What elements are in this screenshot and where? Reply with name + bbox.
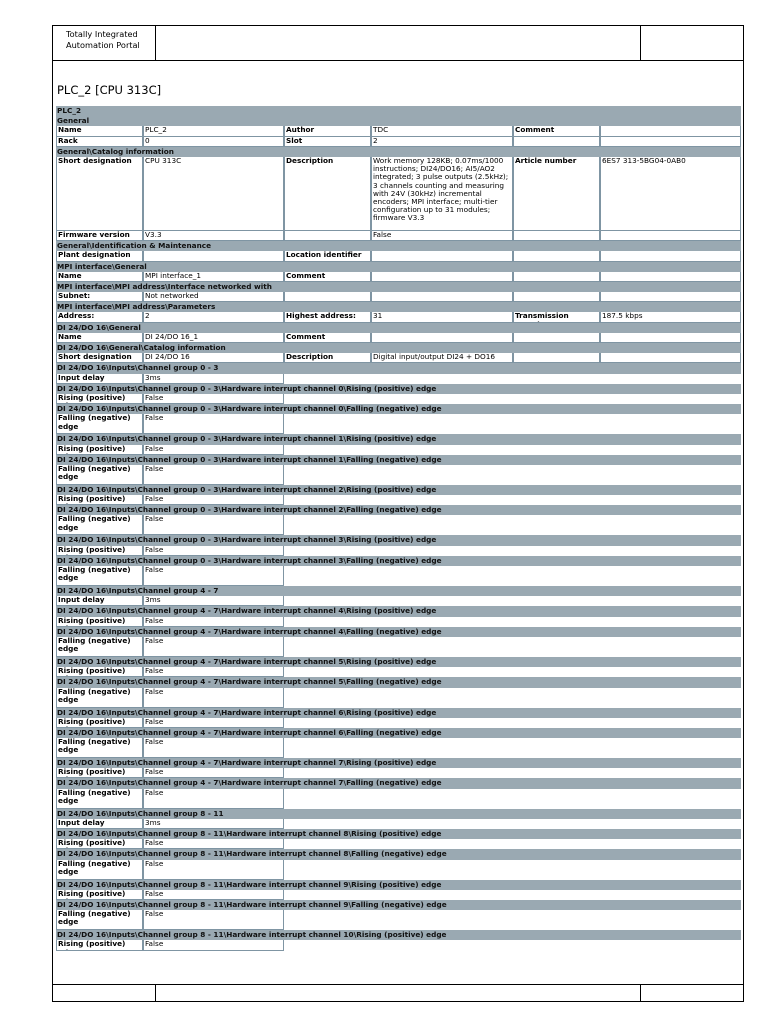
property-row (56, 495, 741, 505)
property-row (56, 394, 741, 404)
property-label: Rising (positive) (56, 546, 143, 556)
property-label (513, 272, 600, 282)
property-value: TDC (371, 126, 513, 136)
property-value: CPU 313C (143, 157, 284, 231)
section-header: PLC_2 (56, 106, 741, 116)
section-header: DI 24/DO 16\Inputs\Channel group 0 - 3\Hardware interrupt channel 1\Rising (positive) edge (56, 434, 741, 444)
property-label: Falling (negative) edge (56, 910, 143, 930)
property-row (56, 596, 741, 606)
property-label: Rising (positive) (56, 940, 143, 950)
property-value: False (143, 465, 284, 485)
property-value (600, 251, 741, 261)
property-row (56, 333, 741, 343)
property-row (56, 251, 741, 261)
property-value: False (143, 445, 284, 455)
section-header: DI 24/DO 16\Inputs\Channel group 8 - 11 (56, 809, 741, 819)
property-row (56, 860, 741, 880)
property-value: False (143, 617, 284, 627)
property-value: False (143, 414, 284, 434)
property-label: Rising (positive) (56, 667, 143, 677)
property-row (56, 414, 741, 434)
property-label: Rising (positive) (56, 394, 143, 404)
property-value (371, 333, 513, 343)
property-row (56, 819, 741, 829)
property-value: Work memory 128KB; 0.07ms/1000 instructions; DI24/DO16; AI5/AO2 integrated; 3 pulse outputs (2.5kHz); 3 channels counting and measuring with 24V (30kHz) incremental encoders; MPI interface; multi-tier configuration up to 31 modules; firmware V3.3 (371, 157, 513, 231)
property-label: Falling (negative) edge (56, 515, 143, 535)
property-label: Rising (positive) (56, 839, 143, 849)
section-header: DI 24/DO 16\Inputs\Channel group 4 - 7\Hardware interrupt channel 7\Rising (positive) edge (56, 758, 741, 768)
property-value: 187.5 kbps (600, 312, 741, 322)
property-row (56, 718, 741, 728)
property-value (600, 272, 741, 282)
property-value (600, 126, 741, 136)
property-label (513, 231, 600, 241)
page-header (53, 26, 743, 61)
section-header: DI 24/DO 16\Inputs\Channel group 4 - 7\Hardware interrupt channel 6\Falling (negative) edge (56, 728, 741, 738)
portal-name: Totally Integrated Automation Portal (53, 26, 156, 60)
property-label (284, 231, 371, 241)
section-header: DI 24/DO 16\Inputs\Channel group 4 - 7\Hardware interrupt channel 7\Falling (negative) edge (56, 778, 741, 788)
property-label (513, 333, 600, 343)
property-row (56, 738, 741, 758)
property-value (371, 272, 513, 282)
property-label: Highest address: (284, 312, 371, 322)
property-label: Comment (513, 126, 600, 136)
section-header: DI 24/DO 16\Inputs\Channel group 0 - 3\Hardware interrupt channel 3\Falling (negative) edge (56, 556, 741, 566)
property-row (56, 617, 741, 627)
section-header: DI 24/DO 16\Inputs\Channel group 0 - 3\Hardware interrupt channel 2\Falling (negative) edge (56, 505, 741, 515)
page-title: PLC_2 [CPU 313C] (57, 83, 162, 97)
property-row (56, 910, 741, 930)
property-row (56, 667, 741, 677)
property-value: DI 24/DO 16_1 (143, 333, 284, 343)
property-label: Article number (513, 157, 600, 231)
property-value: 31 (371, 312, 513, 322)
property-value: DI 24/DO 16 (143, 353, 284, 363)
property-label: Input delay (56, 374, 143, 384)
property-value: PLC_2 (143, 126, 284, 136)
property-value (143, 251, 284, 261)
property-label: Rising (positive) (56, 445, 143, 455)
property-value (600, 333, 741, 343)
property-label: Comment (284, 272, 371, 282)
property-label: Input delay (56, 596, 143, 606)
property-row (56, 157, 741, 231)
property-value: False (143, 738, 284, 758)
property-value: Not networked (143, 292, 284, 302)
section-header: MPI interface\MPI address\Interface networked with (56, 282, 741, 292)
property-value (600, 353, 741, 363)
property-label: Falling (negative) edge (56, 789, 143, 809)
property-value: False (143, 667, 284, 677)
property-label: Subnet: (56, 292, 143, 302)
property-label: Falling (negative) edge (56, 566, 143, 586)
property-label: Rack (56, 137, 143, 147)
property-value: False (143, 768, 284, 778)
page-footer (53, 984, 743, 1001)
property-value: False (143, 860, 284, 880)
property-value: False (143, 637, 284, 657)
property-label: Location identifier (284, 251, 371, 261)
property-label: Slot (284, 137, 371, 147)
properties-table (56, 106, 741, 951)
property-value: False (143, 910, 284, 930)
property-row (56, 292, 741, 302)
property-value: False (143, 688, 284, 708)
section-header: MPI interface\MPI address\Parameters (56, 302, 741, 312)
property-row (56, 465, 741, 485)
section-header: MPI interface\General (56, 262, 741, 272)
property-label: Rising (positive) (56, 890, 143, 900)
property-row (56, 374, 741, 384)
section-header: DI 24/DO 16\Inputs\Channel group 0 - 3\Hardware interrupt channel 0\Rising (positive) edge (56, 384, 741, 394)
property-row (56, 231, 741, 241)
property-row (56, 768, 741, 778)
section-header: DI 24/DO 16\Inputs\Channel group 4 - 7\Hardware interrupt channel 5\Rising (positive) edge (56, 657, 741, 667)
section-header: DI 24/DO 16\Inputs\Channel group 0 - 3\Hardware interrupt channel 1\Falling (negative) edge (56, 455, 741, 465)
property-row (56, 940, 741, 950)
property-value: False (143, 515, 284, 535)
section-header: DI 24/DO 16\Inputs\Channel group 0 - 3\Hardware interrupt channel 0\Falling (negative) edge (56, 404, 741, 414)
property-row (56, 839, 741, 849)
property-row (56, 546, 741, 556)
property-label: Transmission (513, 312, 600, 322)
property-value (600, 231, 741, 241)
property-label (513, 353, 600, 363)
property-label: Rising (positive) (56, 617, 143, 627)
property-row (56, 445, 741, 455)
property-row (56, 515, 741, 535)
property-value: False (143, 495, 284, 505)
section-header: General\Identification & Maintenance (56, 241, 741, 251)
section-header: General\Catalog information (56, 147, 741, 157)
section-header: DI 24/DO 16\Inputs\Channel group 8 - 11\Hardware interrupt channel 9\Rising (positive) edge (56, 880, 741, 890)
property-label: Plant designation (56, 251, 143, 261)
property-value: False (143, 546, 284, 556)
section-header: DI 24/DO 16\Inputs\Channel group 4 - 7\Hardware interrupt channel 6\Rising (positive) edge (56, 708, 741, 718)
property-value: False (143, 940, 284, 950)
section-header: DI 24/DO 16\Inputs\Channel group 4 - 7\Hardware interrupt channel 4\Rising (positive) edge (56, 606, 741, 616)
header-title-cell (156, 26, 641, 60)
property-value: 0 (143, 137, 284, 147)
property-value: Digital input/output DI24 + DO16 (371, 353, 513, 363)
property-label: Falling (negative) edge (56, 738, 143, 758)
property-label: Falling (negative) edge (56, 414, 143, 434)
property-value: False (143, 566, 284, 586)
section-header: DI 24/DO 16\Inputs\Channel group 8 - 11\Hardware interrupt channel 9\Falling (negative) edge (56, 900, 741, 910)
property-label: Author (284, 126, 371, 136)
property-row (56, 272, 741, 282)
section-header: DI 24/DO 16\Inputs\Channel group 0 - 3\Hardware interrupt channel 3\Rising (positive) edge (56, 535, 741, 545)
property-value (600, 292, 741, 302)
property-value: 3ms (143, 596, 284, 606)
property-value: 2 (143, 312, 284, 322)
property-row (56, 137, 741, 147)
property-label: Falling (negative) edge (56, 465, 143, 485)
property-value (600, 137, 741, 147)
property-value: False (143, 789, 284, 809)
property-label (513, 251, 600, 261)
section-header: DI 24/DO 16\Inputs\Channel group 4 - 7\Hardware interrupt channel 5\Falling (negative) edge (56, 677, 741, 687)
property-value: 3ms (143, 374, 284, 384)
property-label: Description (284, 157, 371, 231)
property-value: False (143, 890, 284, 900)
property-row (56, 890, 741, 900)
property-label: Short designation (56, 157, 143, 231)
property-value: False (143, 839, 284, 849)
property-label: Falling (negative) edge (56, 860, 143, 880)
property-value: 2 (371, 137, 513, 147)
section-header: DI 24/DO 16\General (56, 323, 741, 333)
property-value: V3.3 (143, 231, 284, 241)
property-value: 6ES7 313-5BG04-0AB0 (600, 157, 741, 231)
section-header: DI 24/DO 16\Inputs\Channel group 0 - 3 (56, 363, 741, 373)
property-label: Falling (negative) edge (56, 688, 143, 708)
property-label: Rising (positive) (56, 718, 143, 728)
property-label: Description (284, 353, 371, 363)
property-label: Input delay (56, 819, 143, 829)
property-row (56, 126, 741, 136)
section-header: DI 24/DO 16\Inputs\Channel group 0 - 3\Hardware interrupt channel 2\Rising (positive) edge (56, 485, 741, 495)
property-value (371, 251, 513, 261)
property-label (513, 137, 600, 147)
property-row (56, 789, 741, 809)
property-label: Rising (positive) (56, 495, 143, 505)
section-header: DI 24/DO 16\Inputs\Channel group 8 - 11\Hardware interrupt channel 10\Rising (positive) edge (56, 930, 741, 940)
section-header: DI 24/DO 16\Inputs\Channel group 4 - 7 (56, 586, 741, 596)
property-label: Comment (284, 333, 371, 343)
property-label: Rising (positive) (56, 768, 143, 778)
footer-center-cell (155, 985, 641, 1001)
property-label (513, 292, 600, 302)
property-label: Address: (56, 312, 143, 322)
property-row (56, 566, 741, 586)
property-value: 3ms (143, 819, 284, 829)
property-value (371, 292, 513, 302)
property-label: Firmware version (56, 231, 143, 241)
property-label: Name (56, 126, 143, 136)
property-label (284, 292, 371, 302)
section-header: DI 24/DO 16\Inputs\Channel group 8 - 11\Hardware interrupt channel 8\Falling (negative) edge (56, 849, 741, 859)
property-label: Short designation (56, 353, 143, 363)
property-label: Falling (negative) edge (56, 637, 143, 657)
property-value: False (371, 231, 513, 241)
footer-left-cell (53, 985, 156, 1001)
property-row (56, 637, 741, 657)
property-value: MPI interface_1 (143, 272, 284, 282)
property-label: Name (56, 333, 143, 343)
section-header: DI 24/DO 16\Inputs\Channel group 4 - 7\Hardware interrupt channel 4\Falling (negative) edge (56, 627, 741, 637)
property-value: False (143, 718, 284, 728)
property-row (56, 353, 741, 363)
property-row (56, 312, 741, 322)
section-header: General (56, 116, 741, 126)
property-label: Name (56, 272, 143, 282)
property-row (56, 688, 741, 708)
section-header: DI 24/DO 16\General\Catalog information (56, 343, 741, 353)
section-header: DI 24/DO 16\Inputs\Channel group 8 - 11\Hardware interrupt channel 8\Rising (positive) edge (56, 829, 741, 839)
property-value: False (143, 394, 284, 404)
